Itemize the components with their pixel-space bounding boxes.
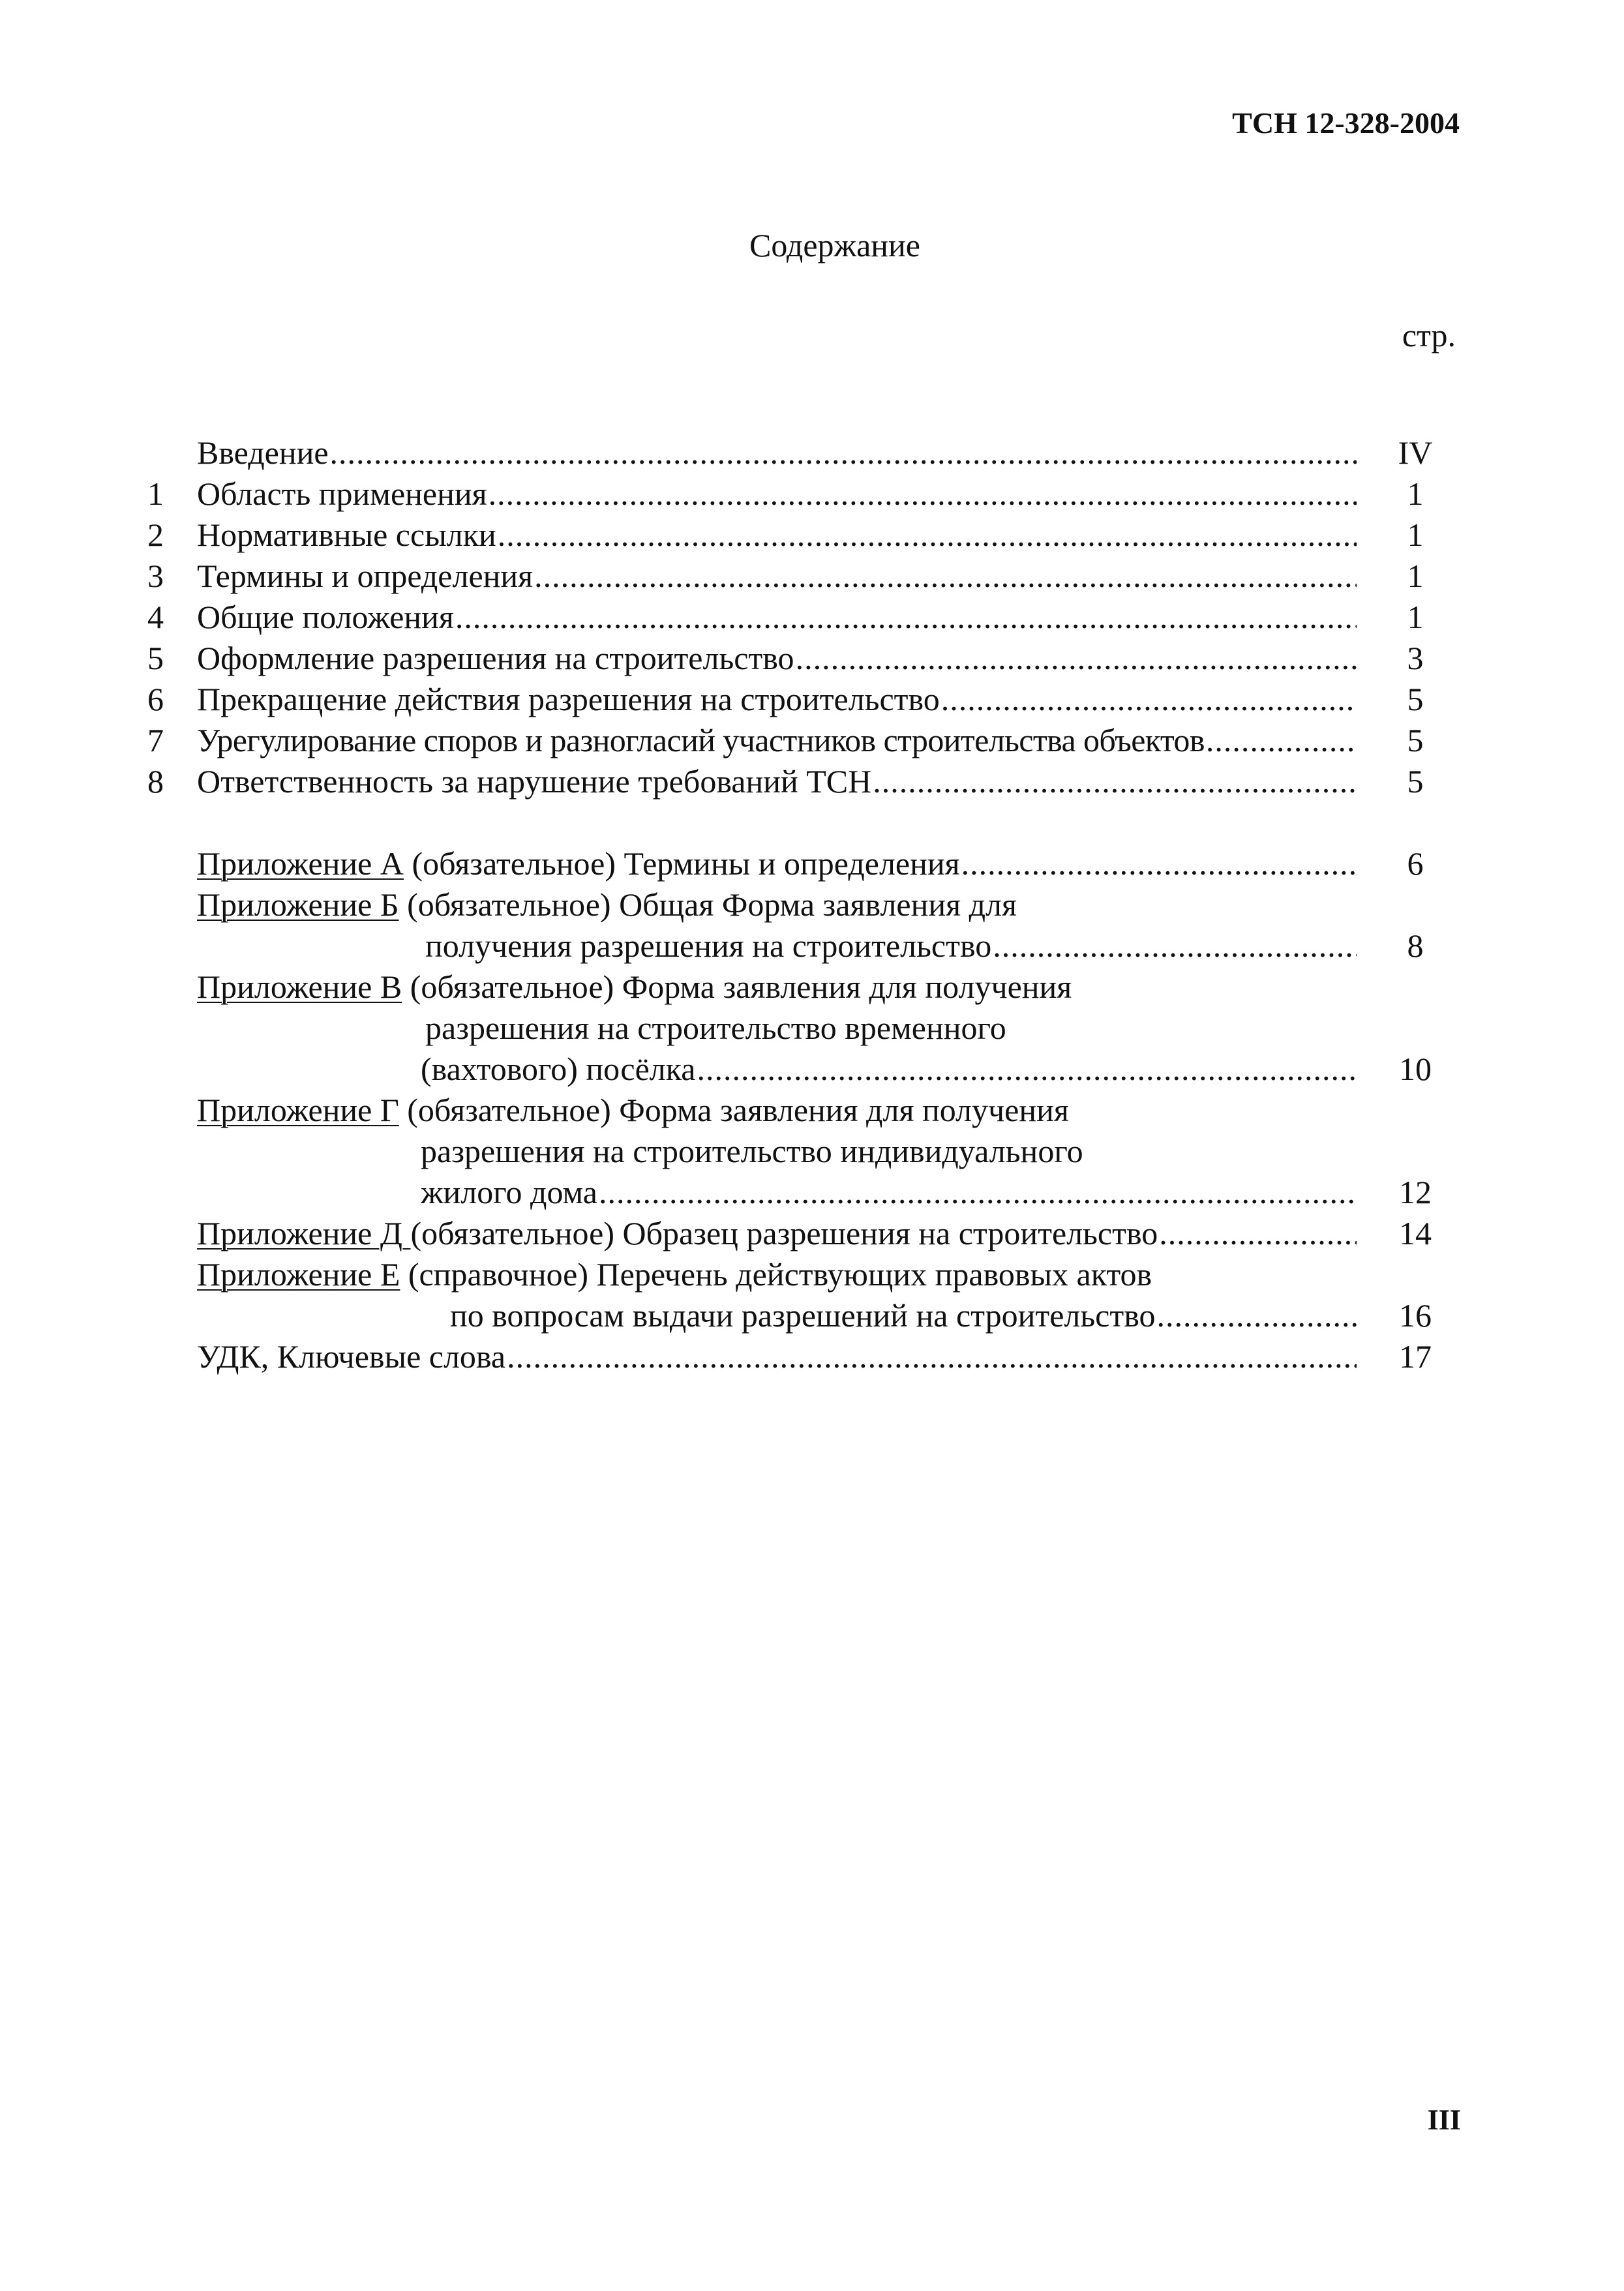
toc-page-number: 10 (1399, 1051, 1432, 1087)
dot-leader (697, 1049, 1357, 1090)
toc-row-section-8[interactable] (0, 761, 1624, 802)
toc-entry (197, 1336, 1357, 1377)
toc-entry (425, 925, 1357, 966)
toc-entry (197, 473, 1357, 515)
toc-entry-title: Нормативные ссылки (197, 517, 496, 553)
toc-entry-title: Ответственность за нарушение требований ТСН (197, 763, 872, 800)
toc-entry (197, 720, 1357, 761)
toc-entry (450, 1295, 1357, 1336)
dot-leader (534, 556, 1357, 597)
toc-entry (421, 1172, 1357, 1213)
appendix-link[interactable]: Приложение Е (197, 1256, 400, 1293)
toc-entry-title (197, 1213, 1158, 1254)
appendix-title-cont: получения разрешения на строительство (425, 927, 992, 964)
toc-row-appendix-b[interactable] (0, 884, 1624, 925)
toc-page-number: 5 (1407, 722, 1424, 758)
toc-row-section-3[interactable] (0, 556, 1624, 597)
toc-row-number: 4 (147, 599, 164, 635)
toc-row-introduction[interactable] (0, 432, 1624, 473)
toc-row-section-2[interactable] (0, 515, 1624, 556)
dot-leader (993, 925, 1357, 966)
toc-entry (197, 556, 1357, 597)
toc-row-appendix-v-cont (0, 1008, 1624, 1049)
dot-leader (455, 597, 1357, 638)
appendix-title: (обязательное) Форма заявления для получения (398, 1092, 1069, 1128)
dot-leader (507, 1336, 1357, 1377)
dot-leader (961, 843, 1357, 884)
appendix-link[interactable]: Приложение Д (197, 1215, 411, 1251)
document-code: ТСН 12-328-2004 (1232, 106, 1460, 140)
dot-leader (489, 473, 1357, 515)
toc-entry-title: Урегулирование споров и разногласий участников строительства объектов (197, 722, 1205, 758)
toc-page-number: 17 (1399, 1338, 1432, 1375)
toc-entry (197, 679, 1357, 720)
toc-row-appendix-e-cont (0, 1295, 1624, 1336)
appendix-title-cont: жилого дома (421, 1174, 597, 1210)
appendix-title-cont: разрешения на строительство временного (425, 1010, 1006, 1046)
dot-leader (1206, 720, 1357, 761)
spacer (0, 802, 1624, 843)
appendix-title: (обязательное) Термины и определения (403, 845, 960, 882)
dot-leader (1156, 1295, 1357, 1336)
toc-row-appendix-e[interactable] (0, 1254, 1624, 1295)
appendix-link[interactable]: Приложение Г (197, 1092, 399, 1128)
appendix-title-cont: разрешения на строительство индивидуального (421, 1133, 1083, 1169)
toc-entry (197, 515, 1357, 556)
toc-page-number: 5 (1407, 681, 1424, 717)
toc-row-number: 7 (147, 722, 164, 758)
toc-page-number: 3 (1407, 640, 1424, 676)
toc-page-number: 1 (1407, 558, 1424, 594)
toc-row-number: 2 (147, 517, 164, 553)
toc-entry (421, 1049, 1357, 1090)
appendix-title: (обязательное) Образец разрешения на строительство (410, 1215, 1158, 1251)
toc-page-number: 1 (1407, 599, 1424, 635)
toc-page-number: 8 (1407, 927, 1424, 964)
toc-entry-title (197, 966, 1072, 1008)
dot-leader (873, 761, 1357, 802)
toc-page-number: 1 (1407, 517, 1424, 553)
dot-leader (498, 515, 1357, 556)
toc-row-appendix-g[interactable] (0, 1090, 1624, 1131)
toc-row-number: 3 (147, 558, 164, 594)
toc-page-number: 1 (1407, 475, 1424, 512)
toc-row-section-7[interactable] (0, 720, 1624, 761)
dot-leader (599, 1172, 1357, 1213)
toc-row-appendix-v[interactable] (0, 966, 1624, 1008)
toc-entry-title (197, 843, 960, 884)
appendix-title-cont: по вопросам выдачи разрешений на строительство (450, 1297, 1156, 1334)
appendix-link[interactable]: Приложение А (197, 845, 404, 882)
toc-entry-title: Введение (197, 434, 329, 471)
toc-row-number: 8 (147, 763, 164, 800)
toc-entry (197, 432, 1357, 473)
toc-entry (197, 597, 1357, 638)
toc-entry-title: Область применения (197, 475, 487, 512)
toc-row-number: 6 (147, 681, 164, 717)
dot-leader (941, 679, 1357, 720)
toc-row-appendix-g-cont2 (0, 1172, 1624, 1213)
toc-row-appendix-g-cont (0, 1131, 1624, 1172)
appendix-link[interactable]: Приложение Б (197, 886, 399, 923)
toc-page-number: 12 (1399, 1174, 1432, 1210)
appendix-title: (обязательное) Форма заявления для получения (402, 968, 1072, 1005)
toc-row-number: 5 (147, 640, 164, 676)
toc-entry-title: Оформление разрешения на строительство (197, 640, 794, 676)
toc-page-number: 6 (1407, 845, 1424, 882)
table-of-contents (0, 432, 1624, 1377)
toc-entry (197, 761, 1357, 802)
appendix-title: (справочное) Перечень действующих правовых актов (400, 1256, 1152, 1293)
dot-leader (1159, 1213, 1357, 1254)
toc-entry-title: Прекращение действия разрешения на строительство (197, 681, 940, 717)
toc-row-section-4[interactable] (0, 597, 1624, 638)
toc-entry-title: Термины и определения (197, 558, 534, 594)
toc-page-number: 16 (1399, 1297, 1432, 1334)
toc-entry-title (197, 1254, 1152, 1295)
toc-entry-title: Общие положения (197, 599, 454, 635)
toc-row-number: 1 (147, 475, 164, 512)
toc-row-section-6[interactable] (0, 679, 1624, 720)
toc-row-section-1[interactable] (0, 473, 1624, 515)
dot-leader (330, 432, 1357, 473)
toc-row-appendix-v-cont2 (0, 1049, 1624, 1090)
toc-row-appendix-a[interactable] (0, 843, 1624, 884)
dot-leader (796, 638, 1357, 679)
page-column-label: стр. (1402, 317, 1456, 353)
toc-row-appendix-b-cont (0, 925, 1624, 966)
toc-entry (197, 843, 1357, 884)
toc-row-appendix-d[interactable] (0, 1213, 1624, 1254)
toc-entry-title: УДК, Ключевые слова (197, 1338, 506, 1375)
toc-entry-title (197, 1090, 1069, 1131)
toc-entry-title (197, 884, 1017, 925)
toc-page-number: 14 (1399, 1215, 1432, 1251)
appendix-title: (обязательное) Общая Форма заявления для (398, 886, 1017, 923)
toc-entry (197, 638, 1357, 679)
page-number-footer: III (1427, 2104, 1461, 2136)
toc-entry (197, 1213, 1357, 1254)
page-title: Содержание (749, 227, 920, 263)
toc-row-section-5[interactable] (0, 638, 1624, 679)
appendix-link[interactable]: Приложение В (197, 968, 402, 1005)
appendix-title-cont: (вахтового) посёлка (421, 1051, 696, 1087)
toc-page-number: 5 (1407, 763, 1424, 800)
toc-row-udk[interactable] (0, 1336, 1624, 1377)
toc-page-number: IV (1398, 434, 1433, 471)
